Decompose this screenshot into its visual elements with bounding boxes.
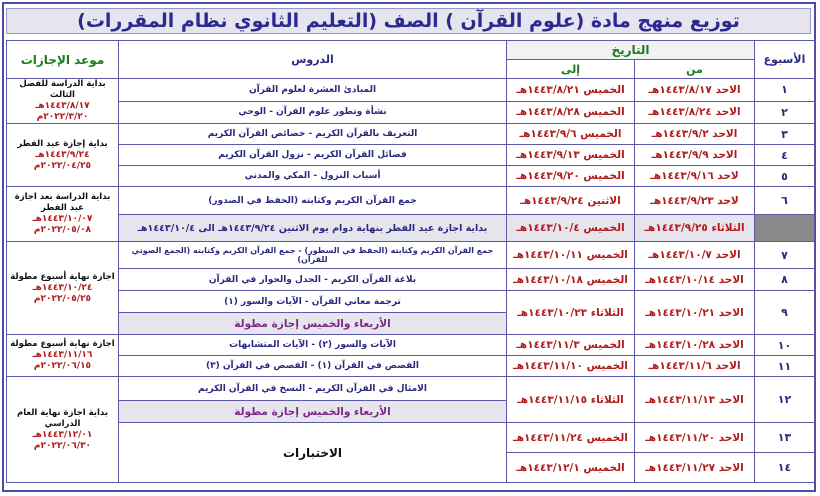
from-date: الاحد ١٤٤٣/٩/٩هـ [635,145,755,166]
from-date: لاحد ١٤٤٣/٩/١٦هـ [635,166,755,187]
page-title: توزيع منهج مادة (علوم القرآن ) الصف (التعليم الثانوي نظام المقررات) [6,8,811,34]
from-date: الاحد ١٤٤٣/٨/٢٤هـ [635,101,755,124]
holiday-label: بداية اجازة نهاية العام الدراسي [16,407,109,429]
from-date: الاحد ١٤٤٣/١١/١٣هـ [635,377,755,423]
header-lessons: الدروس [119,41,507,79]
to-date: الخميس ١٤٤٣/١٠/١٨هـ [507,269,635,291]
header-holidays: موعد الإجازات [7,41,119,79]
holiday-label: بداية الدراسة للفصل الثالث [19,79,106,100]
holiday-entry [7,335,119,377]
from-date: لاحد ١٤٤٣/٩/٢٣هـ [635,187,755,215]
header-from: من [635,60,755,79]
to-date: الخميس ١٤٤٣/٨/٢٨هـ [507,101,635,124]
to-date: الثلاثاء ١٤٤٣/١١/١٥هـ [507,377,635,423]
to-date: الخميس ١٤٤٣/١١/٢٤هـ [507,423,635,453]
holiday-greg: ٢٠٢٢/٠٦/٣٠م [33,440,92,451]
lesson-text: الآيات والسور (٢) - الآيات المتشابهات [119,335,507,356]
header-date: التاريخ [507,41,755,60]
holiday-greg: ٢٠٢٢/٣/٢٠م [36,112,89,122]
holiday-entry [7,242,119,335]
lesson-text: التعريف بالقرآن الكريم - خصائص القرآن الكريم [119,124,507,145]
from-date: الاحد ١٤٤٣/١١/٢٠هـ [635,423,755,453]
from-date: الاحد ١٤٤٣/١٠/٢١هـ [635,291,755,335]
holiday-greg: ٢٠٢٢/٠٦/١٥م [33,361,92,371]
to-date: الخميس ١٤٤٣/١٠/١١هـ [507,242,635,269]
week-number: ٢ [755,101,815,124]
lesson-text: جمع القرآن الكريم وكتابته (الحفظ في الصدور) [119,187,507,215]
from-date: الاحد ١٤٤٣/١١/٢٧هـ [635,453,755,483]
to-date: الخميس ١٤٤٣/١٢/١هـ [507,453,635,483]
holiday-hijri: ١٤٤٣/١٢/٠١هـ [32,429,93,440]
to-date: الخميس ١٤٤٣/١١/١٠هـ [507,356,635,377]
from-date: الاحد ١٤٤٣/١٠/٧هـ [635,242,755,269]
holiday-entry [7,124,119,187]
from-date: الاحد ١٤٤٣/٨/١٧هـ [635,79,755,102]
week-number: ٦ [755,187,815,215]
to-date: الثلاثاء ١٤٤٣/١٠/٢٣هـ [507,291,635,335]
to-date: الخميس ١٤٤٣/٩/٢٠هـ [507,166,635,187]
holiday-hijri: ١٤٤٣/٨/١٧هـ [35,101,90,111]
holiday-greg: ٢٠٢٢/٠٥/٠٨م [33,225,92,235]
week-number: ١١ [755,356,815,377]
holiday-entry [7,377,119,483]
week-number: ١٤ [755,453,815,483]
to-date: الخميس ١٤٤٣/٨/٢١هـ [507,79,635,102]
week-number: ٥ [755,166,815,187]
holiday-hijri: ١٤٤٣/٩/٢٤هـ [35,149,90,160]
lesson-text: ترجمة معاني القرآن - الآيات والسور (١) [119,291,507,313]
holiday-greg: ٢٠٢٢/٠٤/٢٥م [33,160,92,171]
from-date: الثلاثاء ١٤٤٣/٩/٢٥هـ [635,215,755,242]
holiday-week-cell [755,215,815,242]
eid-holiday-banner: بداية اجازة عيد الفطر بنهاية دوام يوم الاثنين ١٤٤٣/٩/٢٤هـ الى ١٤٤٣/١٠/٤هـ [119,215,507,242]
long-weekend-note: الأربعاء والخميس إجازة مطولة [119,313,507,335]
week-number: ١٢ [755,377,815,423]
to-date: الخميس ١٤٤٣/٩/١٣هـ [507,145,635,166]
holiday-hijri: ١٤٤٣/١٠/٢٤هـ [32,282,93,293]
week-number: ١٣ [755,423,815,453]
lesson-text: فضائل القرآن الكريم - نزول القرآن الكريم [119,145,507,166]
week-number: ٩ [755,291,815,335]
week-number: ١٠ [755,335,815,356]
week-number: ١ [755,79,815,102]
from-date: الاحد ١٤٤٣/١١/٦هـ [635,356,755,377]
holiday-label: بداية الدراسة بعد اجازة عيد الفطر [14,192,111,213]
lesson-text: أسباب النزول - المكي والمدني [119,166,507,187]
header-to: إلى [507,60,635,79]
week-number: ٣ [755,124,815,145]
holiday-label: اجازة نهاية أسبوع مطولة [10,271,115,282]
lesson-text: القصص في القرآن (١) - القصص في القرآن (٣) [119,356,507,377]
holiday-hijri: ١٤٤٣/١١/١٦هـ [32,350,93,360]
week-number: ٤ [755,145,815,166]
lesson-text: جمع القرآن الكريم وكتابته (الحفظ في السطور) - جمع القرآن الكريم وكتابته (الجمع الصوتي للقرآن) [119,242,507,269]
lesson-text: الامثال في القرآن الكريم - النسخ في القرآن الكريم [119,377,507,401]
holiday-greg: ٢٠٢٢/٠٥/٢٥م [33,293,92,304]
exams-label: الاختبارات [119,423,507,483]
curriculum-table [6,40,815,483]
lesson-text: بلاغة القرآن الكريم - الجدل والحوار في القرآن [119,269,507,291]
week-number: ٧ [755,242,815,269]
lesson-text: المبادئ العشرة لعلوم القرآن [119,79,507,102]
holiday-label: اجازة نهاية أسبوع مطولة [10,339,115,349]
header-week: الأسبوع [755,41,815,79]
from-date: الاحد ١٤٤٣/١٠/٢٨هـ [635,335,755,356]
from-date: الاحد ١٤٤٣/٩/٢هـ [635,124,755,145]
week-number: ٨ [755,269,815,291]
holiday-entry [7,79,119,124]
to-date: الاثنين ١٤٤٣/٩/٢٤هـ [507,187,635,215]
to-date: الخميس ١٤٤٣/٩/٦هـ [507,124,635,145]
holiday-entry [7,187,119,242]
long-weekend-note: الأربعاء والخميس إجازة مطولة [119,401,507,423]
to-date: الخميس ١٤٤٣/١١/٣هـ [507,335,635,356]
holiday-label: بداية إجازة عيد الفطر [17,138,108,149]
holiday-hijri: ١٤٤٣/١٠/٠٧هـ [32,214,93,224]
from-date: الاحد ١٤٤٣/١٠/١٤هـ [635,269,755,291]
to-date: الخميس ١٤٤٣/١٠/٤هـ [507,215,635,242]
lesson-text: نشأة وتطور علوم القرآن - الوحي [119,101,507,124]
